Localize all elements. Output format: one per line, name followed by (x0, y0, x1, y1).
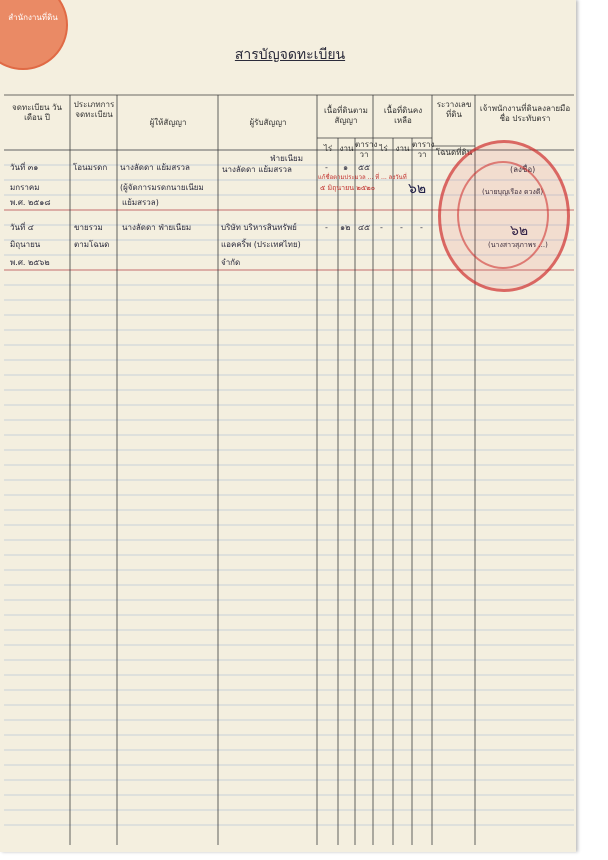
document-title: สารบัญจดทะเบียน (234, 47, 346, 63)
entry1-hand-number: ๖๒ (408, 181, 427, 197)
sub-ngan: งาน (339, 144, 354, 153)
entry1-date-year: พ.ศ. ๒๕๑๘ (10, 198, 51, 207)
office-seal-text: สำนักงานที่ดิน (8, 13, 58, 22)
entry2-hand-number: ๖๒ (510, 223, 529, 239)
entry1-grantor-3: แย้มสรวล) (122, 198, 159, 207)
entry1-date-day: วันที่ ๓๑ (10, 163, 39, 172)
entry2-type-2: ตามโฉนด (74, 240, 110, 249)
entry2-date-year: พ.ศ. ๒๕๖๒ (10, 258, 50, 267)
entry1-red-note-2: ๕ มิถุนายน ๒๕๒๐ (320, 184, 376, 192)
land-office-seal-inner-ring (457, 161, 549, 269)
sub-wa-2: ตารางวา (412, 140, 435, 159)
entry1-grantee-note: ฟ่ายเนียม (270, 154, 304, 163)
col-header-officer: เจ้าพนักงานที่ดินลงลายมือชื่อ ประทับตรา (479, 104, 571, 123)
sub-rai-2: ไร่ (379, 144, 388, 153)
entry2-grantee-2: แอคคริ้พ (ประเทศไทย) (221, 240, 301, 249)
col-header-date: จดทะเบียน วัน เดือน ปี (12, 103, 62, 122)
entry1-area-rai: - (325, 163, 328, 172)
col-header-remaining: เนื้อที่ดินคงเหลือ (383, 106, 423, 125)
entry1-officer-sign: (ลงชื่อ) (510, 165, 536, 174)
entry2-grantee-1: บริษัท บริหารสินทรัพย์ (221, 223, 297, 232)
entry2-area-ngan: ๑๒ (340, 223, 351, 232)
entry2-rem-wa: - (420, 223, 423, 232)
sub-ngan-2: งาน (395, 144, 410, 153)
entry1-grantor-2: (ผู้จัดการมรดกนายเนียม (120, 183, 204, 192)
entry2-officer: (นางสาวสุภาพร ...) (488, 241, 548, 249)
entry1-grantor-1: นางลัดดา แย้มสรวล (120, 163, 190, 172)
entry2-type-1: ขายรวม (74, 223, 103, 232)
entry2-area-wa: ๔๕ (358, 223, 371, 232)
col-header-map: ระวางเลขที่ดิน (436, 100, 472, 119)
entry1-grantee: นางลัดดา แย้มสรวล (222, 165, 292, 174)
col-header-grantee: ผู้รับสัญญา (249, 118, 287, 127)
entry2-date-day: วันที่ ๔ (10, 223, 34, 232)
entry1-red-note-1: แก้ชื่อตามประมวล ... ที่ ... ลงวันที่ (318, 174, 407, 181)
entry1-area-ngan: ๑ (343, 163, 349, 172)
sub-rai: ไร่ (323, 144, 333, 153)
entry2-area-rai: - (325, 223, 328, 232)
entry2-grantor: นางลัดดา ฟ่ายเนียม (122, 223, 192, 232)
entry1-officer-name: (นายบุญเรือง ดวงดี) (482, 188, 544, 196)
col-header-area: เนื้อที่ดินตามสัญญา (324, 106, 368, 125)
col-header-grantor: ผู้ให้สัญญา (149, 118, 187, 127)
entry2-grantee-3: จำกัด (221, 258, 241, 267)
entry1-area-wa: ๕๕ (358, 163, 371, 172)
entry1-type: โอนมรดก (73, 163, 108, 172)
land-office-seal (438, 140, 570, 292)
entry1-date-month: มกราคม (10, 183, 40, 192)
sub-wa: ตารางวา (355, 140, 378, 159)
sub-deed: โฉนดที่ดิน (435, 148, 473, 157)
entry2-date-month: มิถุนายน (10, 240, 41, 249)
entry2-rem-rai: - (380, 223, 383, 232)
col-header-type: ประเภทการจดทะเบียน (73, 100, 115, 119)
entry2-rem-ngan: - (400, 223, 403, 232)
